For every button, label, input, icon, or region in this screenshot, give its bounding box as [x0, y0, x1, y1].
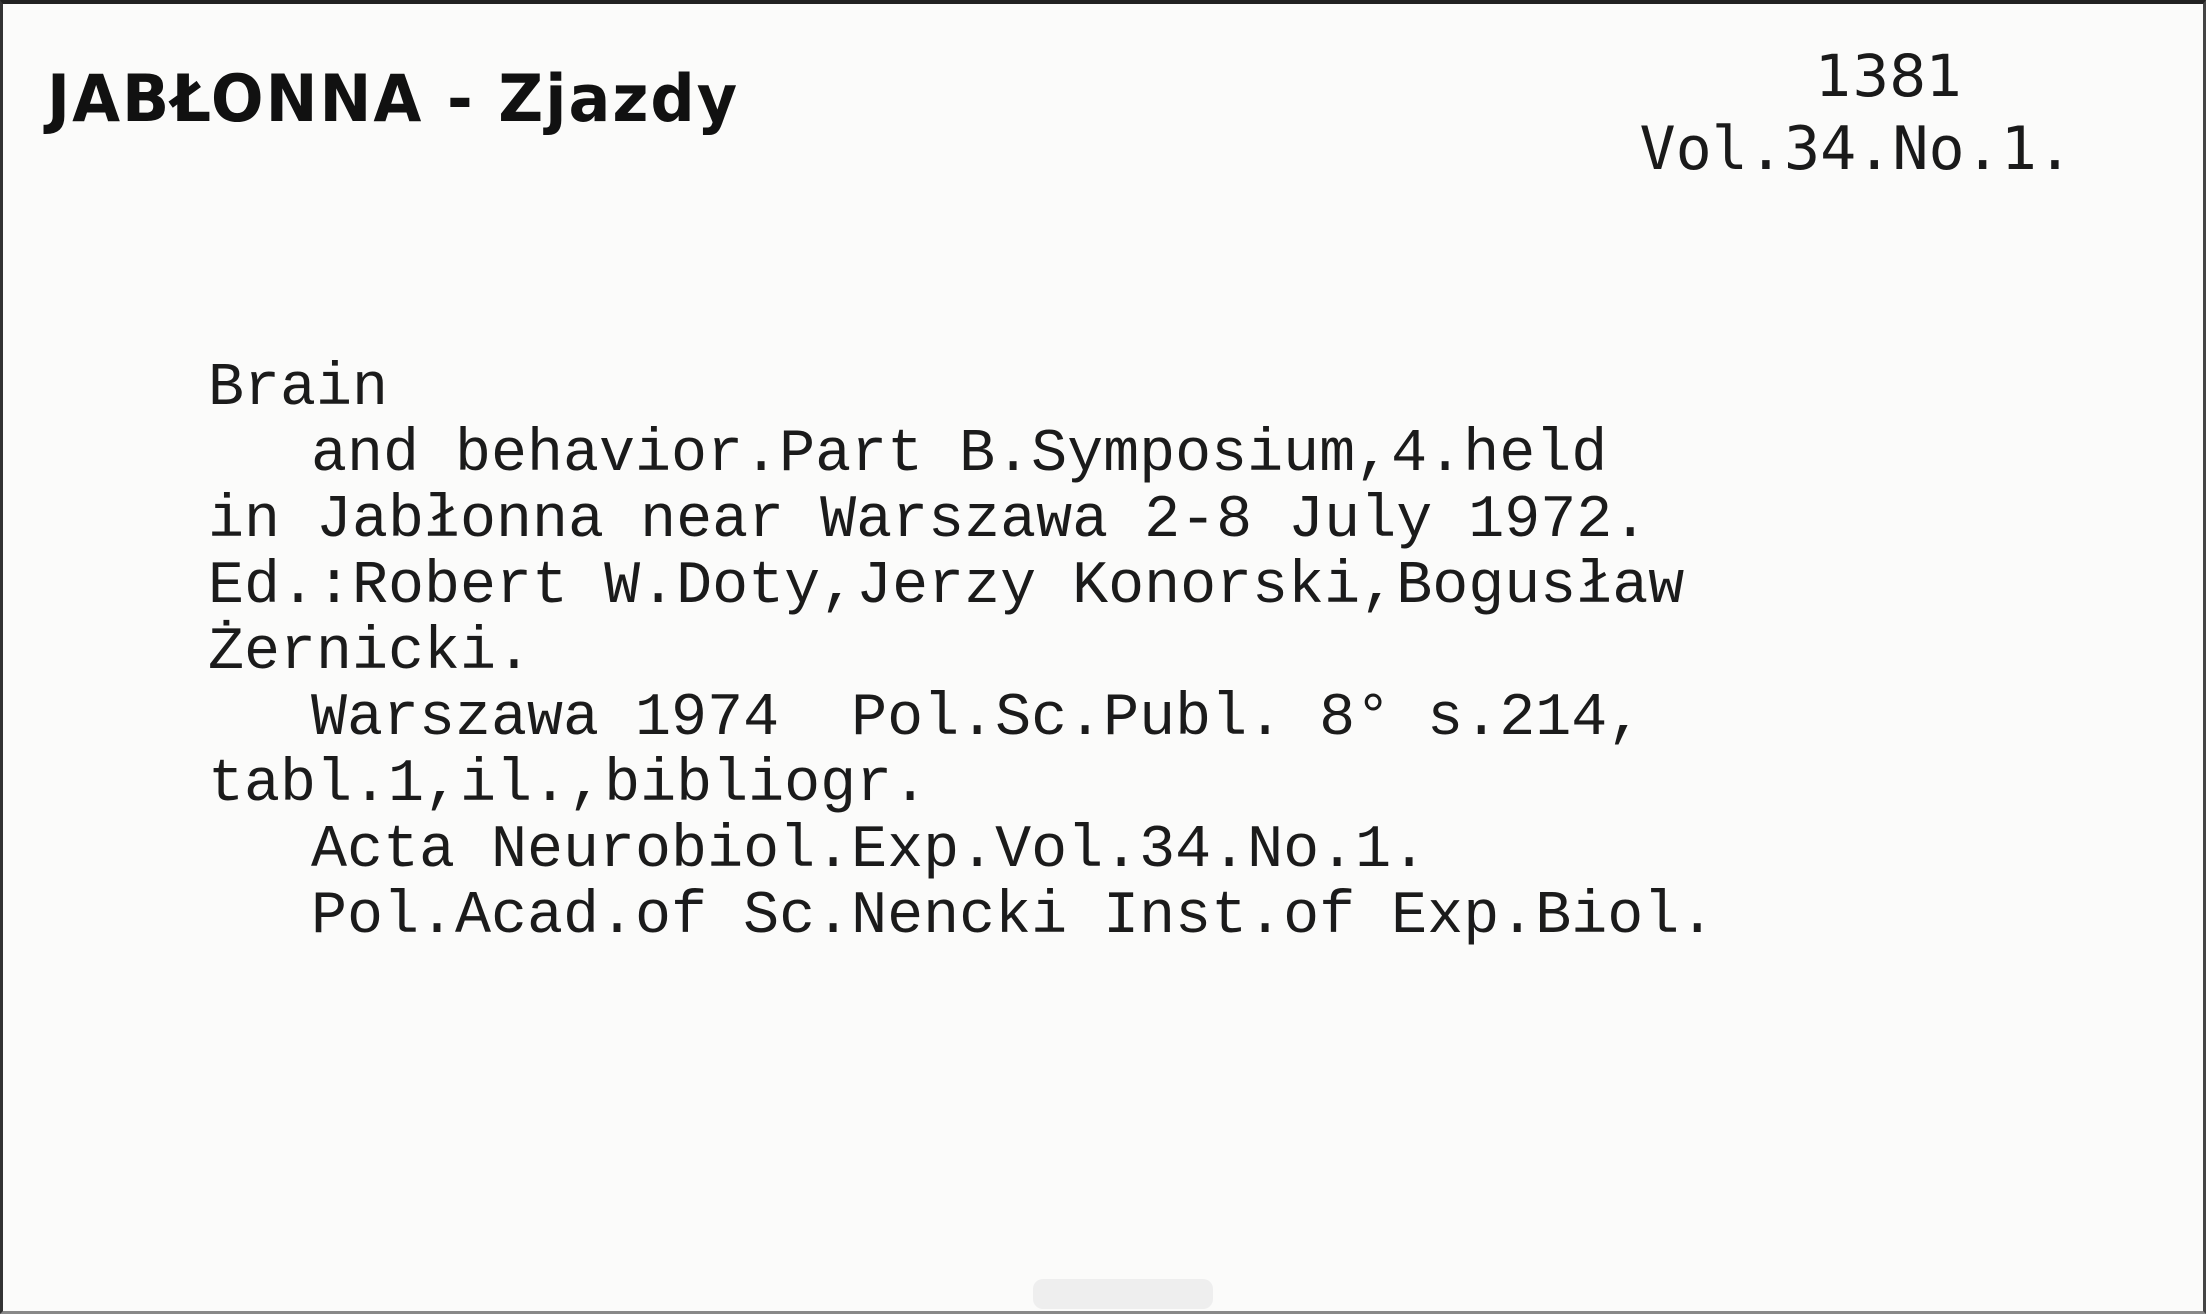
- entry-line: Żernicki.: [208, 619, 533, 687]
- entry-line: tabl.1,il.,bibliogr.: [208, 751, 929, 819]
- entry-line: Pol.Acad.of Sc.Nencki Inst.of Exp.Biol.: [311, 883, 1716, 951]
- bibliographic-entry: [208, 356, 1715, 950]
- entry-line: and behavior.Part B.Symposium,4.held: [311, 421, 1608, 489]
- entry-line: in Jabłonna near Warszawa 2-8 July 1972.: [208, 487, 1649, 555]
- volume-reference: Vol.34.No.1.: [1639, 114, 2073, 184]
- call-number: 1381: [1815, 42, 1963, 110]
- stamp-smudge: [1033, 1279, 1213, 1309]
- entry-line: Acta Neurobiol.Exp.Vol.34.No.1.: [311, 817, 1428, 885]
- subject-heading: JABŁONNA - Zjazdy: [47, 60, 740, 137]
- entry-line: Warszawa 1974 Pol.Sc.Publ. 8° s.214,: [311, 685, 1644, 753]
- entry-line: Ed.:Robert W.Doty,Jerzy Konorski,Bogusław: [208, 553, 1685, 621]
- entry-line: Brain: [208, 355, 389, 423]
